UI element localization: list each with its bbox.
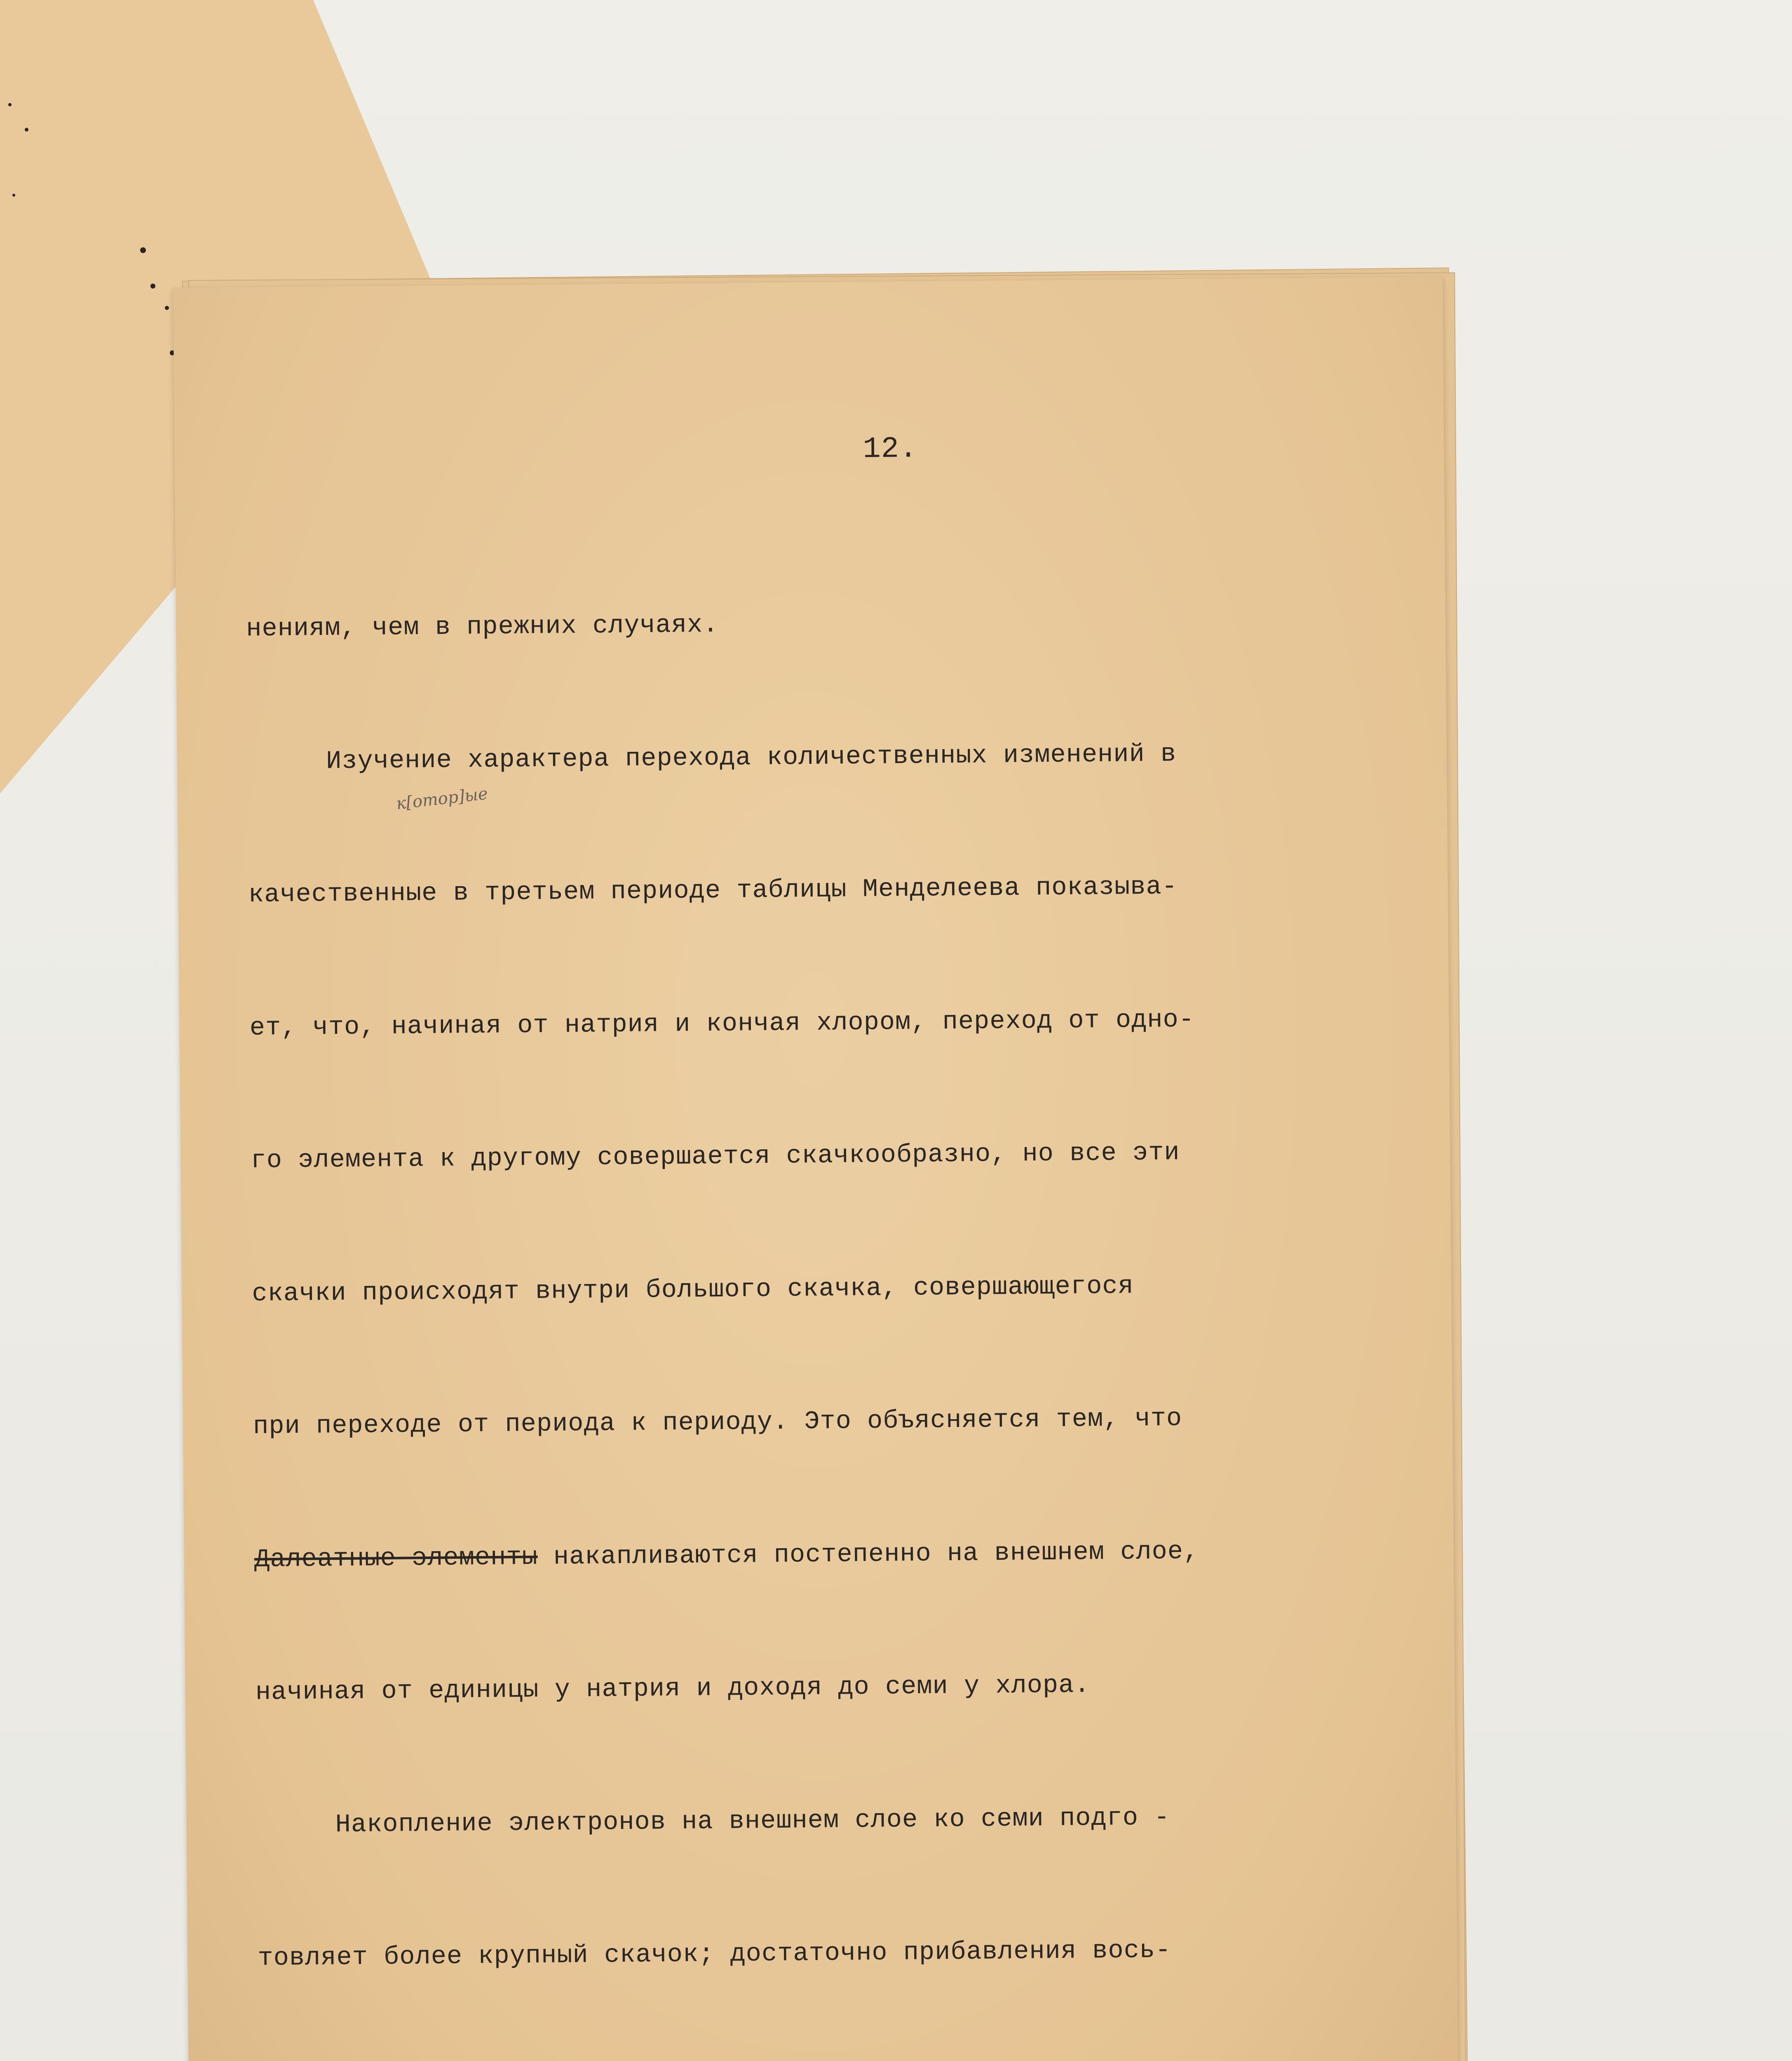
text-line-with-correction xyxy=(254,1529,1199,1582)
struck-word: элементы xyxy=(396,1542,538,1573)
text-line: Изучение характера перехода количественных изменений в xyxy=(247,739,1177,777)
page-body-text xyxy=(245,510,1234,2061)
text-line: качественные в третьем периоде таблицы Менделеева показыва- xyxy=(248,872,1178,909)
handwritten-insertion: к[отор]ые xyxy=(395,784,489,814)
text-line: начиная от единицы у натрия и доходя до семи у хлора. xyxy=(255,1670,1090,1707)
text-line: скачки происходят внутри большого скачка, совершающегося xyxy=(252,1271,1134,1308)
text-line: го элемента к другому совершается скачкообразно, но все эти xyxy=(251,1138,1180,1175)
text-line: ет, что, начиная от натрия и кончая хлором, переход от одно- xyxy=(249,1005,1195,1042)
text-line: нениям, чем в прежних случаях. xyxy=(246,610,719,643)
text-line: Накопление электронов на внешнем слое ко семи подго - xyxy=(256,1802,1170,1840)
text-line: при переходе от периода к периоду. Это объясняется тем, что xyxy=(253,1404,1182,1441)
text-line: товляет более крупный скачок; достаточно прибавления вось- xyxy=(258,1935,1171,1973)
struck-word: Далеатные xyxy=(254,1543,396,1574)
page-number: 12. xyxy=(863,432,918,466)
typewritten-page xyxy=(173,277,1459,2061)
text-segment: накапливаются постепенно на внешнем слое, xyxy=(537,1536,1199,1572)
